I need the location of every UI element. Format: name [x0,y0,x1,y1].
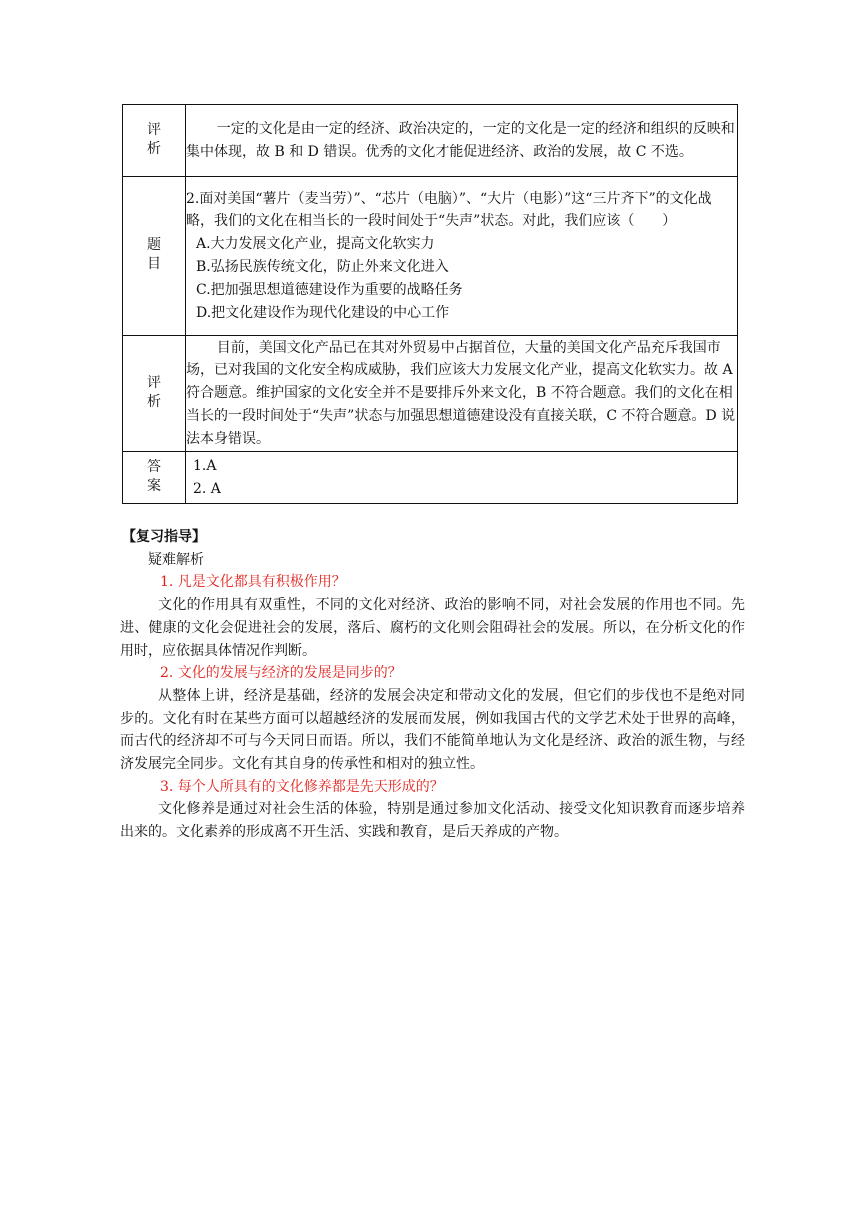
row-label: 评 析 [147,121,161,157]
analysis-cell [186,336,738,452]
row-label: 题 目 [147,237,161,273]
qa-table [122,104,738,504]
question-text: 2.面对美国“薯片（麦当劳）”、“芯片（电脑）”、“大片（电影）”这“三片齐下”的文化战略，我们的文化在相当长的一段时间处于“失声”状态。对此，我们应该（ ） [186,190,712,230]
section-heading: 【复习指导】 [122,529,206,545]
guide-question-3: 3. 每个人所具有的文化修养都是先天形成的？ [160,778,444,795]
guide-answer-1: 文化的作用具有双重性，不同的文化对经济、政治的影响不同，对社会发展的作用也不同。先进、健康的文化会促进社会的发展，落后、腐朽的文化则会阻碍社会的发展。所以，在分析文化的作用时，应依据具体情况作判断。 [120,597,745,659]
table-row [123,452,738,504]
option-b: B.弘扬民族传统文化，防止外来文化进入 [196,259,449,275]
table-row [123,336,738,452]
guide-answer-2: 从整体上讲，经济是基础，经济的发展会决定和带动文化的发展，但它们的步伐也不是绝对同步的。文化有时在某些方面可以超越经济的发展而发展，例如我国古代的文学艺术处于世界的高峰，而古代的经济却不可与今天同日而语。所以，我们不能简单地认为文化是经济、政治的派生物，与经济发展完全同步。文化有其自身的传承性和相对的独立性。 [120,687,745,773]
option-a: A.大力发展文化产业，提高文化软实力 [196,236,435,253]
answer-2: 2. A [193,480,221,497]
answer-cell [186,452,738,504]
guide-question-1: 1. 凡是文化都具有积极作用？ [160,574,346,591]
review-guide-section [120,526,745,844]
row-label: 答 案 [147,458,161,494]
row-label-cell [123,177,186,336]
analysis-text: 目前，美国文化产品已在其对外贸易中占据首位，大量的美国文化产品充斥我国市场，已对我国的文化安全构成威胁，我们应该大力发展文化产业，提高文化软实力。故 A 符合题意。维护国家的文化安全并不是要排斥外来文化，B 不符合题意。我们的文化在相当长的一段时间处于“失声”状态与加强思想道德建设没有直接关联，C 不符合题意。D 说法本身错误。 [186,339,736,447]
analysis-cell [186,105,738,177]
table-row [123,177,738,336]
section-subheading: 疑难解析 [148,551,204,568]
row-label: 评 析 [147,374,161,410]
answer-1: 1.A [193,457,217,474]
guide-question-2: 2. 文化的发展与经济的发展是同步的？ [160,665,402,682]
option-d: D.把文化建设作为现代化建设的中心工作 [196,304,450,321]
question-cell [186,177,738,336]
row-label-cell [123,105,186,177]
guide-answer-3: 文化修养是通过对社会生活的体验，特别是通过参加文化活动、接受文化知识教育而逐步培养出来的。文化素养的形成离不开生活、实践和教育，是后天养成的产物。 [120,801,745,841]
row-label-cell [123,336,186,452]
table-row [123,105,738,177]
row-label-cell [123,452,186,504]
analysis-text: 一定的文化是由一定的经济、政治决定的，一定的文化是一定的经济和组织的反映和集中体现，故 B 和 D 错误。优秀的文化才能促进经济、政治的发展，故 C 不选。 [186,120,735,160]
option-c: C.把加强思想道德建设作为重要的战略任务 [196,281,463,298]
